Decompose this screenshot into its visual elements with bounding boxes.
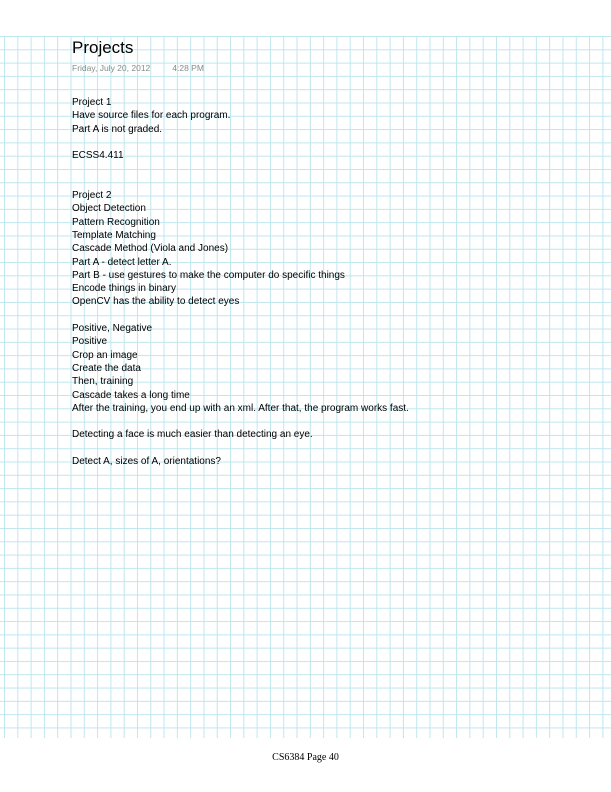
note-line: Detecting a face is much easier than detecting an eye. (72, 429, 313, 441)
note-line: Have source files for each program. (72, 110, 231, 122)
blank-line (72, 162, 592, 189)
note-line: Encode things in binary (72, 283, 176, 295)
note-line: Template Matching (72, 229, 156, 241)
note-line: Cascade takes a long time (72, 389, 190, 401)
blank-line (72, 309, 592, 322)
note-timestamp (72, 62, 592, 74)
note-line: Part A is not graded. (72, 123, 163, 135)
note-date: Friday, July 20, 2012 (72, 63, 151, 73)
note-content (72, 38, 592, 468)
note-line: ECSS4.411 (72, 150, 124, 162)
note-line: Crop an image (72, 349, 138, 361)
note-line: Create the data (72, 362, 141, 374)
blank-line (72, 415, 592, 428)
note-line: Cascade Method (Viola and Jones) (72, 243, 229, 255)
page-title: Projects (72, 38, 134, 57)
note-line: OpenCV has the ability to detect eyes (72, 296, 240, 308)
blank-line (72, 136, 592, 149)
note-line: Part B - use gestures to make the computer do specific things (72, 269, 345, 281)
page-footer: CS6384 Page 40 (272, 752, 339, 763)
note-line: Part A - detect letter A. (72, 256, 172, 268)
note-line: Positive (72, 336, 108, 348)
blank-line (72, 442, 592, 455)
note-line: Pattern Recognition (72, 216, 160, 228)
note-line: After the training, you end up with an xml. After that, the program works fast. (72, 402, 409, 414)
note-body (72, 96, 592, 468)
note-line: Project 2 (72, 190, 112, 202)
note-line: Positive, Negative (72, 323, 153, 335)
note-time: 4:28 PM (172, 63, 204, 73)
note-line: Detect A, sizes of A, orientations? (72, 456, 221, 468)
note-line: Then, training (72, 376, 134, 388)
note-line: Project 1 (72, 97, 112, 108)
note-line: Object Detection (72, 203, 146, 215)
